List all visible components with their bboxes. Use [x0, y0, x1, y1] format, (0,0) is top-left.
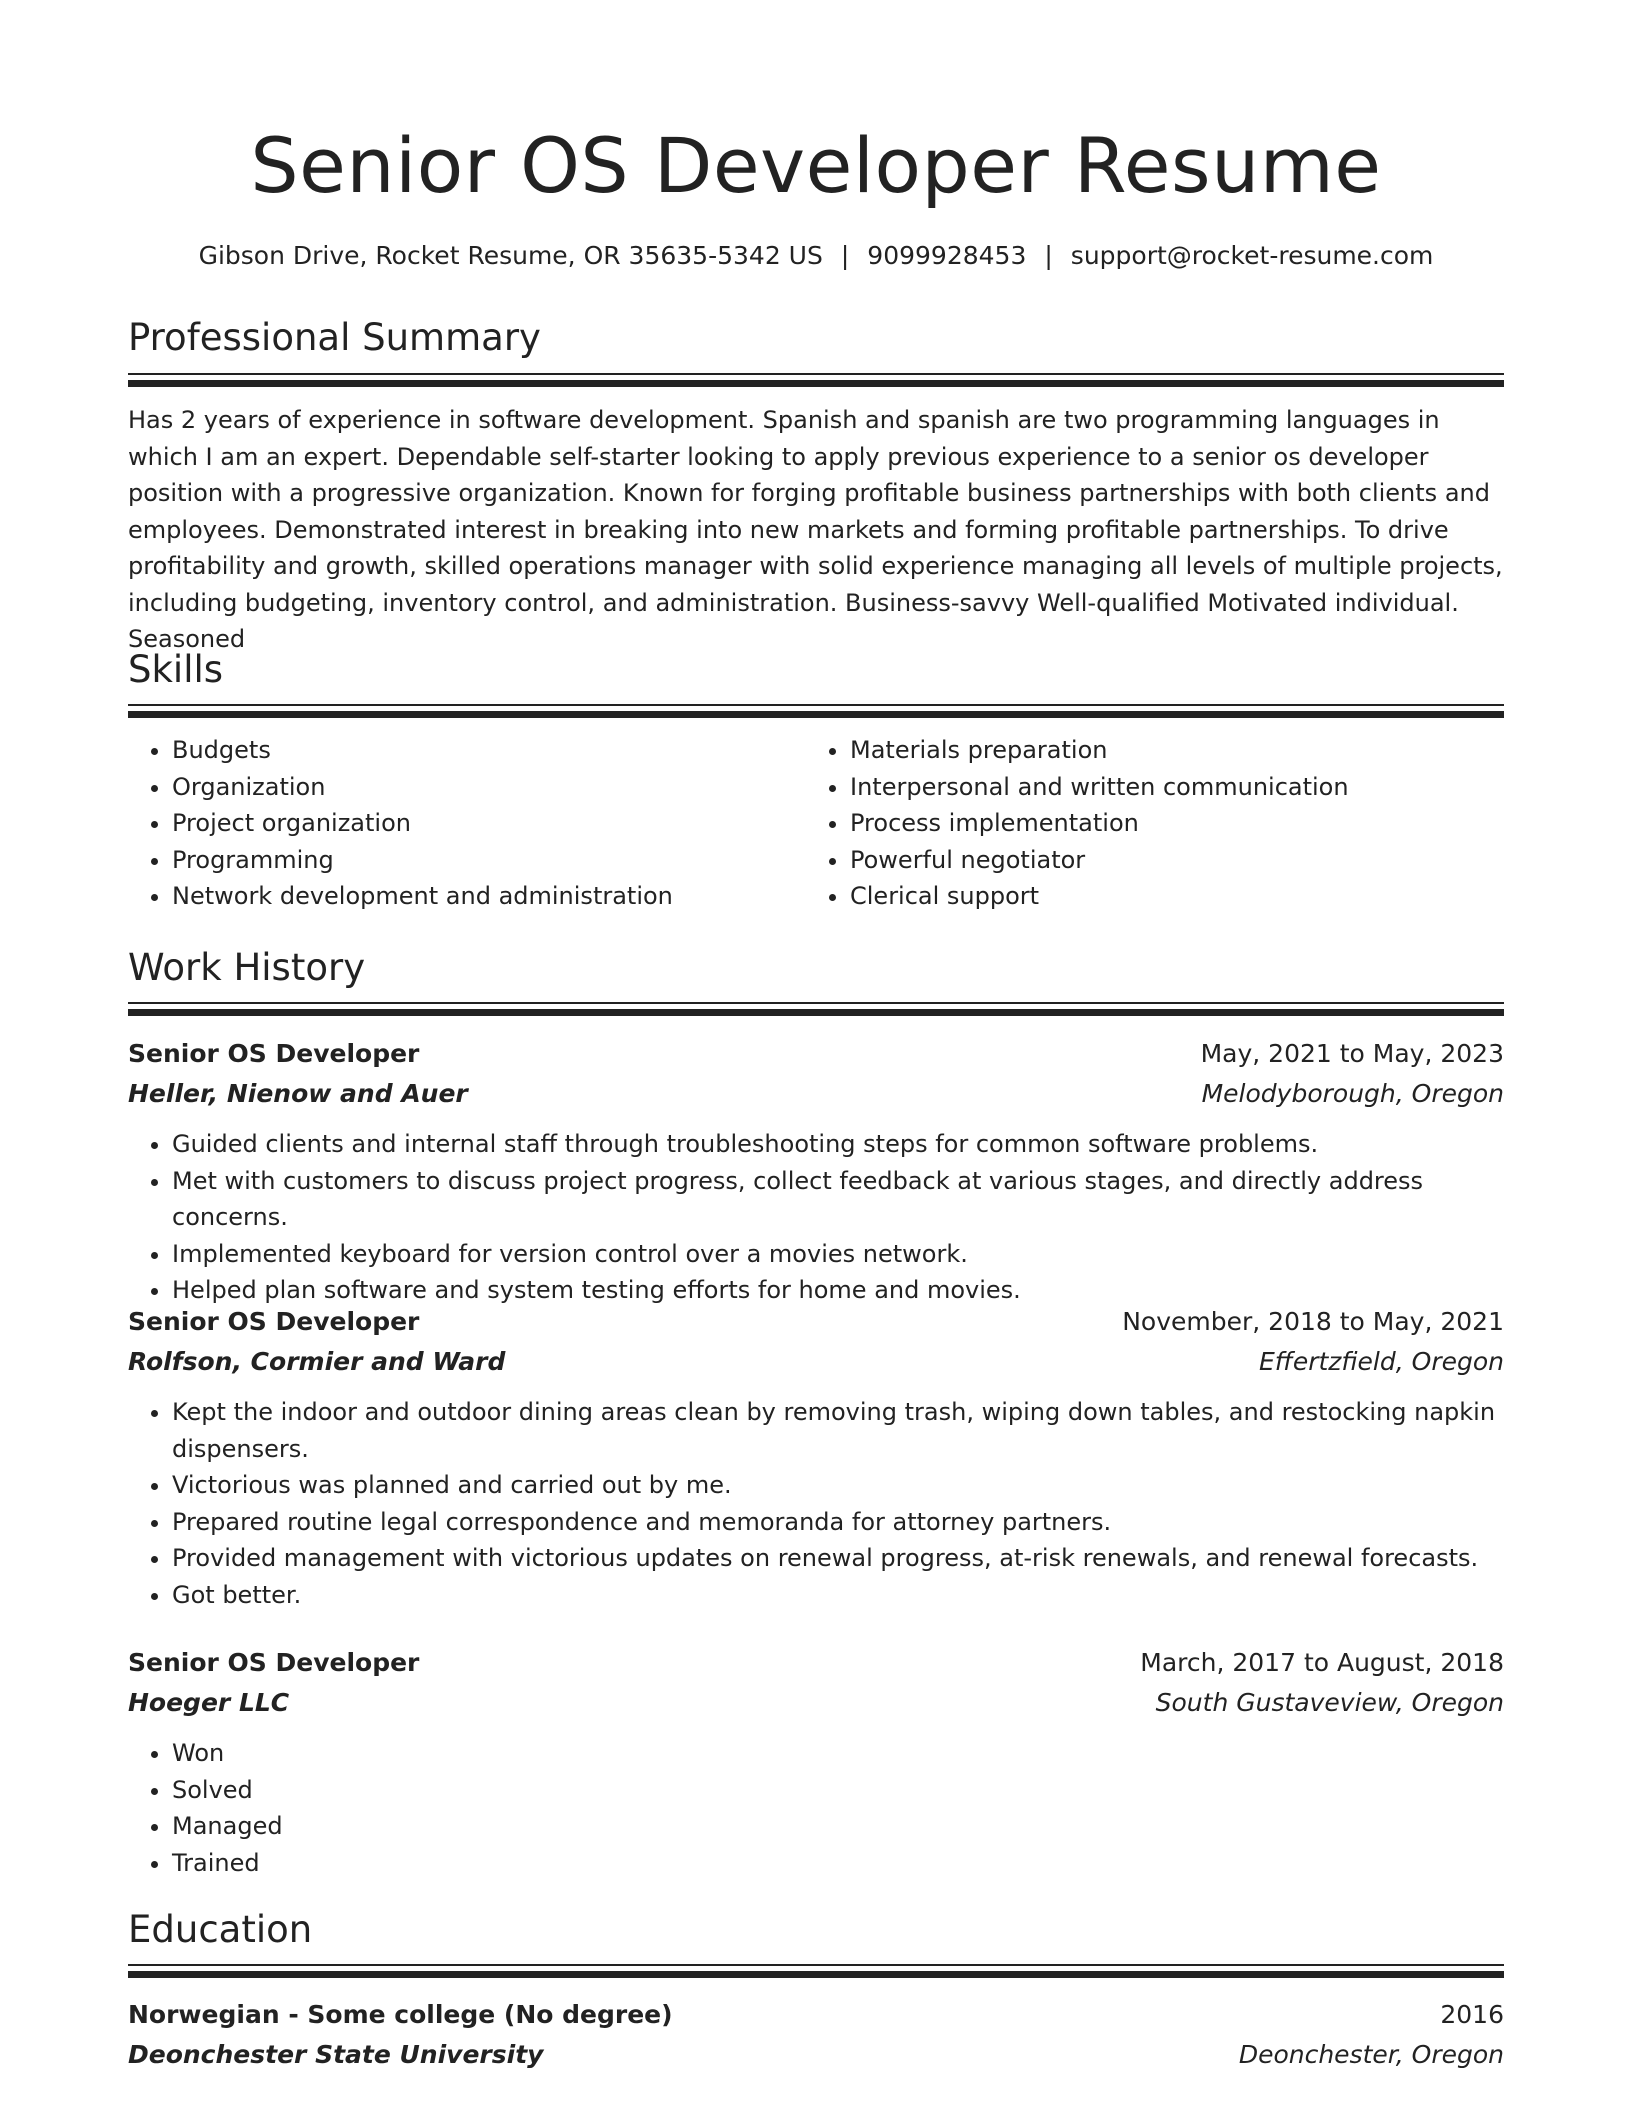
skill-item: • Powerful negotiator — [850, 842, 1476, 879]
contact-phone: 9099928453 — [867, 241, 1027, 270]
job-location: Melodyborough, Oregon — [1201, 1079, 1504, 1108]
job-entry — [128, 1643, 1504, 1881]
job-bullet: • Provided management with victorious updates on renewal progress, at-risk renewals, and renewal forecasts. — [172, 1540, 1504, 1577]
job-bullet: • Trained — [172, 1845, 1504, 1882]
job-title: Senior OS Developer — [128, 1307, 420, 1336]
job-bullet: • Managed — [172, 1808, 1504, 1845]
contact-address: Gibson Drive, Rocket Resume, OR 35635-5342 US — [198, 241, 823, 270]
skill-item: • Materials preparation — [850, 732, 1476, 769]
job-bullet: • Helped plan software and system testing efforts for home and movies. — [172, 1272, 1504, 1309]
section-divider — [128, 704, 1504, 718]
job-bullet: • Implemented keyboard for version control over a movies network. — [172, 1236, 1504, 1273]
section-heading-education: Education — [128, 1908, 313, 1951]
job-entry — [128, 1302, 1504, 1613]
contact-line — [128, 238, 1504, 274]
job-bullet: • Met with customers to discuss project progress, collect feedback at various stages, and directly address concerns. — [172, 1163, 1504, 1236]
education-degree: Norwegian - Some college (No degree) — [128, 2000, 673, 2029]
skill-item: • Process implementation — [850, 805, 1476, 842]
job-employer: Heller, Nienow and Auer — [128, 1079, 468, 1108]
job-bullet: • Got better. — [172, 1577, 1504, 1614]
skill-item: • Project organization — [172, 805, 798, 842]
section-heading-summary: Professional Summary — [128, 316, 541, 359]
section-divider — [128, 373, 1504, 387]
skill-item: • Programming — [172, 842, 798, 879]
section-heading-work: Work History — [128, 946, 366, 989]
job-dates: November, 2018 to May, 2021 — [1122, 1307, 1504, 1336]
section-divider — [128, 1964, 1504, 1978]
skill-item: • Budgets — [172, 732, 798, 769]
education-year: 2016 — [1440, 2000, 1504, 2029]
skill-item: • Organization — [172, 769, 798, 806]
job-location: Effertzfield, Oregon — [1258, 1347, 1504, 1376]
skill-item: • Clerical support — [850, 878, 1476, 915]
job-bullet: • Solved — [172, 1772, 1504, 1809]
contact-separator: | — [1044, 241, 1053, 270]
job-dates: May, 2021 to May, 2023 — [1200, 1039, 1504, 1068]
job-location: South Gustaveview, Oregon — [1155, 1688, 1504, 1717]
job-entry — [128, 1034, 1504, 1309]
skills-column-right — [806, 732, 1476, 915]
job-employer: Hoeger LLC — [128, 1688, 290, 1717]
job-bullet: • Kept the indoor and outdoor dining areas clean by removing trash, wiping down tables, and restocking napkin dispensers. — [172, 1394, 1504, 1467]
contact-separator: | — [840, 241, 850, 270]
job-title: Senior OS Developer — [128, 1648, 420, 1677]
education-entry — [128, 1995, 1504, 2075]
job-dates: March, 2017 to August, 2018 — [1140, 1648, 1504, 1677]
education-school: Deonchester State University — [128, 2040, 544, 2069]
section-heading-skills: Skills — [128, 648, 224, 691]
job-bullet: • Prepared routine legal correspondence and memoranda for attorney partners. — [172, 1504, 1504, 1541]
summary-text: Has 2 years of experience in software development. Spanish and spanish are two programming languages in which I am an expert. Dependable self-starter looking to apply previous experience to a senior os developer position with a progressive organization. Known for forging profitable business partnerships with both clients and employees. Demonstrated interest in breaking into new markets and forming profitable partnerships. To drive profitability and growth, skilled operations manager with solid experience managing all levels of multiple projects, including budgeting, inventory control, and administration. Business-savvy Well-qualified Motivated individual. Seasoned — [128, 406, 1503, 653]
education-location: Deonchester, Oregon — [1238, 2040, 1504, 2069]
skill-item: • Interpersonal and written communication — [850, 769, 1476, 806]
job-bullet: • Victorious was planned and carried out by me. — [172, 1467, 1504, 1504]
contact-email: support@rocket-resume.com — [1070, 241, 1434, 270]
page-title: Senior OS Developer Resume — [250, 121, 1382, 210]
skill-item: • Network development and administration — [172, 878, 798, 915]
job-title: Senior OS Developer — [128, 1039, 420, 1068]
job-bullet: • Won — [172, 1735, 1504, 1772]
skills-column-left — [128, 732, 798, 915]
section-divider — [128, 1002, 1504, 1016]
job-bullet: • Guided clients and internal staff through troubleshooting steps for common software problems. — [172, 1126, 1504, 1163]
job-employer: Rolfson, Cormier and Ward — [128, 1347, 506, 1376]
